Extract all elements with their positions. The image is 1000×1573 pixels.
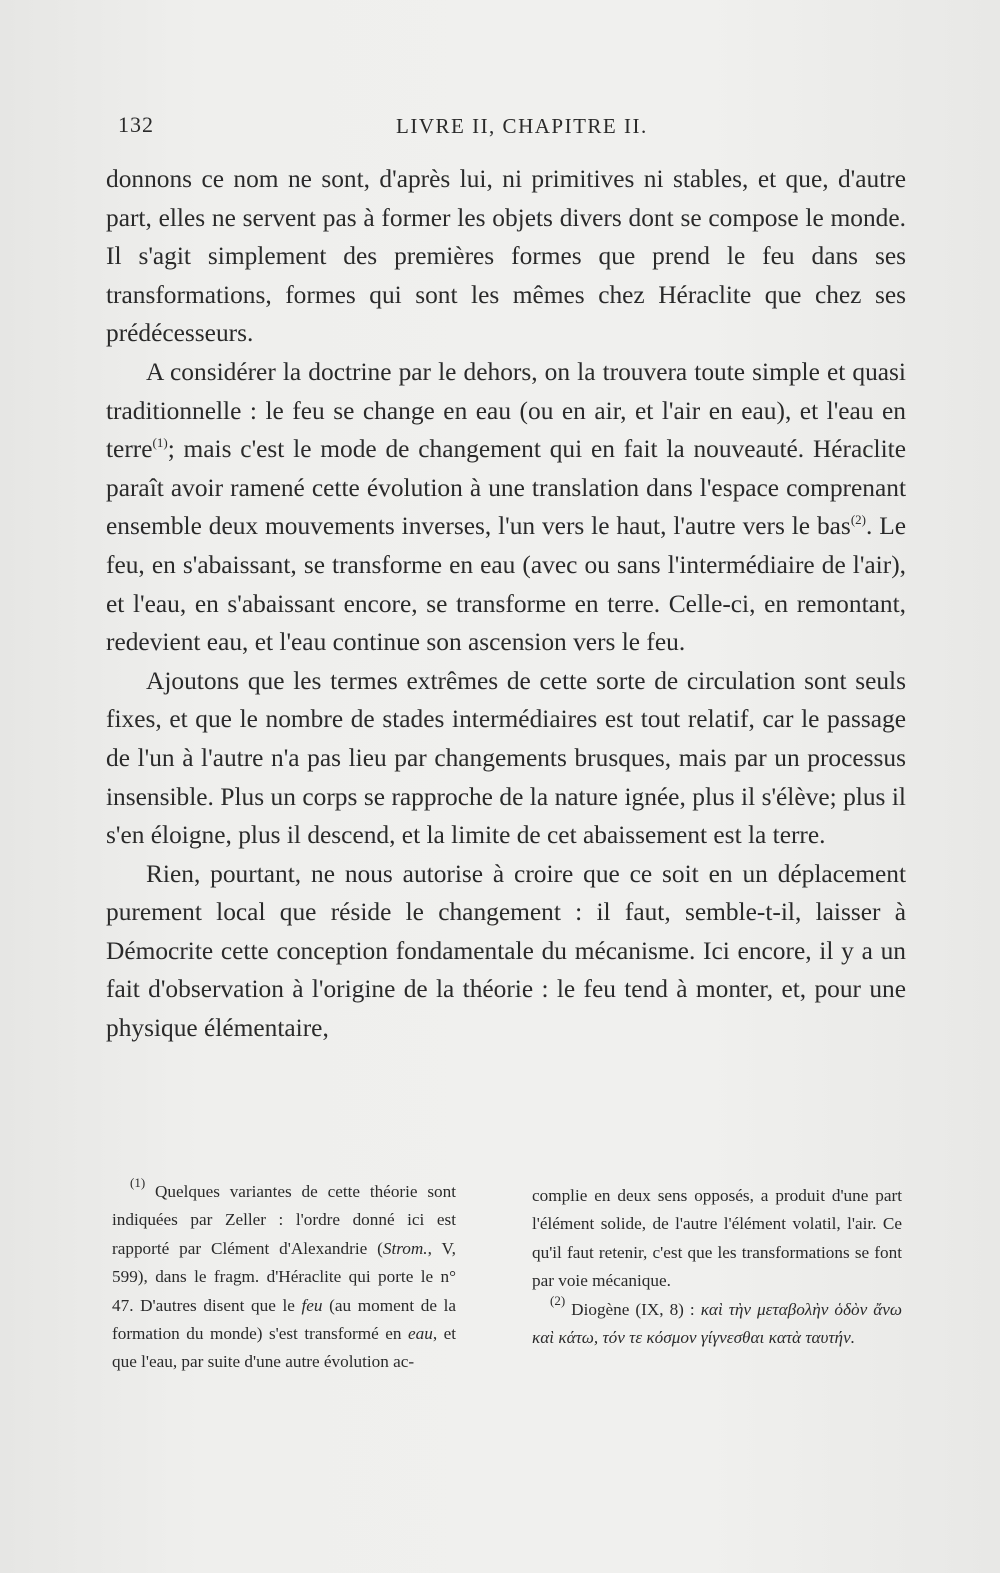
page-number: 132 [118, 112, 154, 137]
footnote-1-text-b: , V, 599), dans le fragm. d'Héraclite qui porte le n° 47. D'autres disent que le [112, 1238, 456, 1315]
footnote-ref-2[interactable]: (2) [850, 512, 866, 528]
footnote-2 [532, 1292, 902, 1353]
running-head: LIVRE II, CHAPITRE II. [396, 114, 648, 138]
footnote-1 [112, 1175, 457, 1377]
paragraph-2-part-b: ; mais c'est le mode de changement qui en fait la nouveauté. Héraclite paraît avoir ramené cette évolution à une translation dans l'espace comprenant ensemble deux mouvements inverses, l'un vers le haut, l'autre vers le bas [106, 435, 906, 541]
footnote-1-strom: Strom. [382, 1238, 428, 1258]
footnote-1-eau: eau [407, 1324, 433, 1344]
footnote-2-text: Diogène (IX, 8) : [565, 1299, 701, 1319]
paragraph-2 [106, 353, 906, 662]
footnote-column-left [112, 1175, 457, 1377]
footnote-ref-1[interactable]: (1) [152, 435, 168, 451]
footnotes [112, 1175, 902, 1377]
footnote-1-marker: (1) [130, 1175, 146, 1190]
paragraph-3: Ajoutons que les termes extrêmes de cette sorte de circulation sont seuls fixes, et que le nombre de stades intermédiaires est tout relatif, car le passage de l'un à l'autre n'a pas lieu par changements brusques, mais par un processus insensible. Plus un corps se rapproche de la nature ignée, plus il s'élève; plus il s'en éloigne, plus il descend, et la limite de cet abaissement est la terre. [106, 666, 906, 850]
paragraph-2-part-c: . Le feu, en s'abaissant, se transforme en eau (avec ou sans l'intermédiaire de l'air), et l'eau, en s'abaissant encore, se transforme en terre. Celle-ci, en remontant, redevient eau, et l'eau continue son ascension vers le feu. [106, 512, 906, 657]
page-header [118, 112, 908, 148]
footnote-1-feu: feu [301, 1295, 323, 1315]
footnote-column-right [532, 1182, 902, 1377]
main-text [106, 160, 906, 1048]
footnote-1-text-c: (au moment de la formation du monde) s'est transformé en [112, 1295, 457, 1344]
footnote-1-text-d: , et que l'eau, par suite d'une autre évolution ac- [112, 1324, 457, 1372]
footnote-2-marker: (2) [550, 1292, 566, 1308]
footnote-1-continued: complie en deux sens opposés, a produit d'une part l'élément solide, de l'autre l'élément volatil, l'air. Ce qu'il faut retenir, c'est que les transformations se font par voie mécanique. [532, 1186, 902, 1291]
paragraph-4: Rien, pourtant, ne nous autorise à croire que ce soit en un déplacement purement local que réside le changement : il faut, semble-t-il, laisser à Démocrite cette conception fondamentale du mécanisme. Ici encore, il y a un fait d'observation à l'origine de la théorie : le feu tend à monter, et, pour une physique élémentaire, [106, 859, 906, 1043]
footnote-1-text-a: Quelques variantes de cette théorie sont indiquées par Zeller : l'ordre donné ici est rapporté par Clément d'Alexandrie ( [112, 1182, 456, 1258]
paragraph-1: donnons ce nom ne sont, d'après lui, ni primitives ni stables, et que, d'autre part, elles ne servent pas à former les objets divers dont se compose le monde. Il s'agit simplement des premières formes que prend le feu dans ses transformations, formes qui sont les mêmes chez Héraclite que chez ses prédécesseurs. [106, 165, 906, 348]
paragraph-2-part-a: A considérer la doctrine par le dehors, on la trouvera toute simple et quasi traditionnelle : le feu se change en eau (ou en air, et l'air en eau), et l'eau en terre [106, 357, 906, 464]
footnote-2-greek-quote: καὶ τὴν μεταβολὴν ὁδὸν ἄνω καὶ κάτω, τόν τε κόσμον γίγνεσθαι κατὰ ταυτήν. [532, 1299, 902, 1348]
